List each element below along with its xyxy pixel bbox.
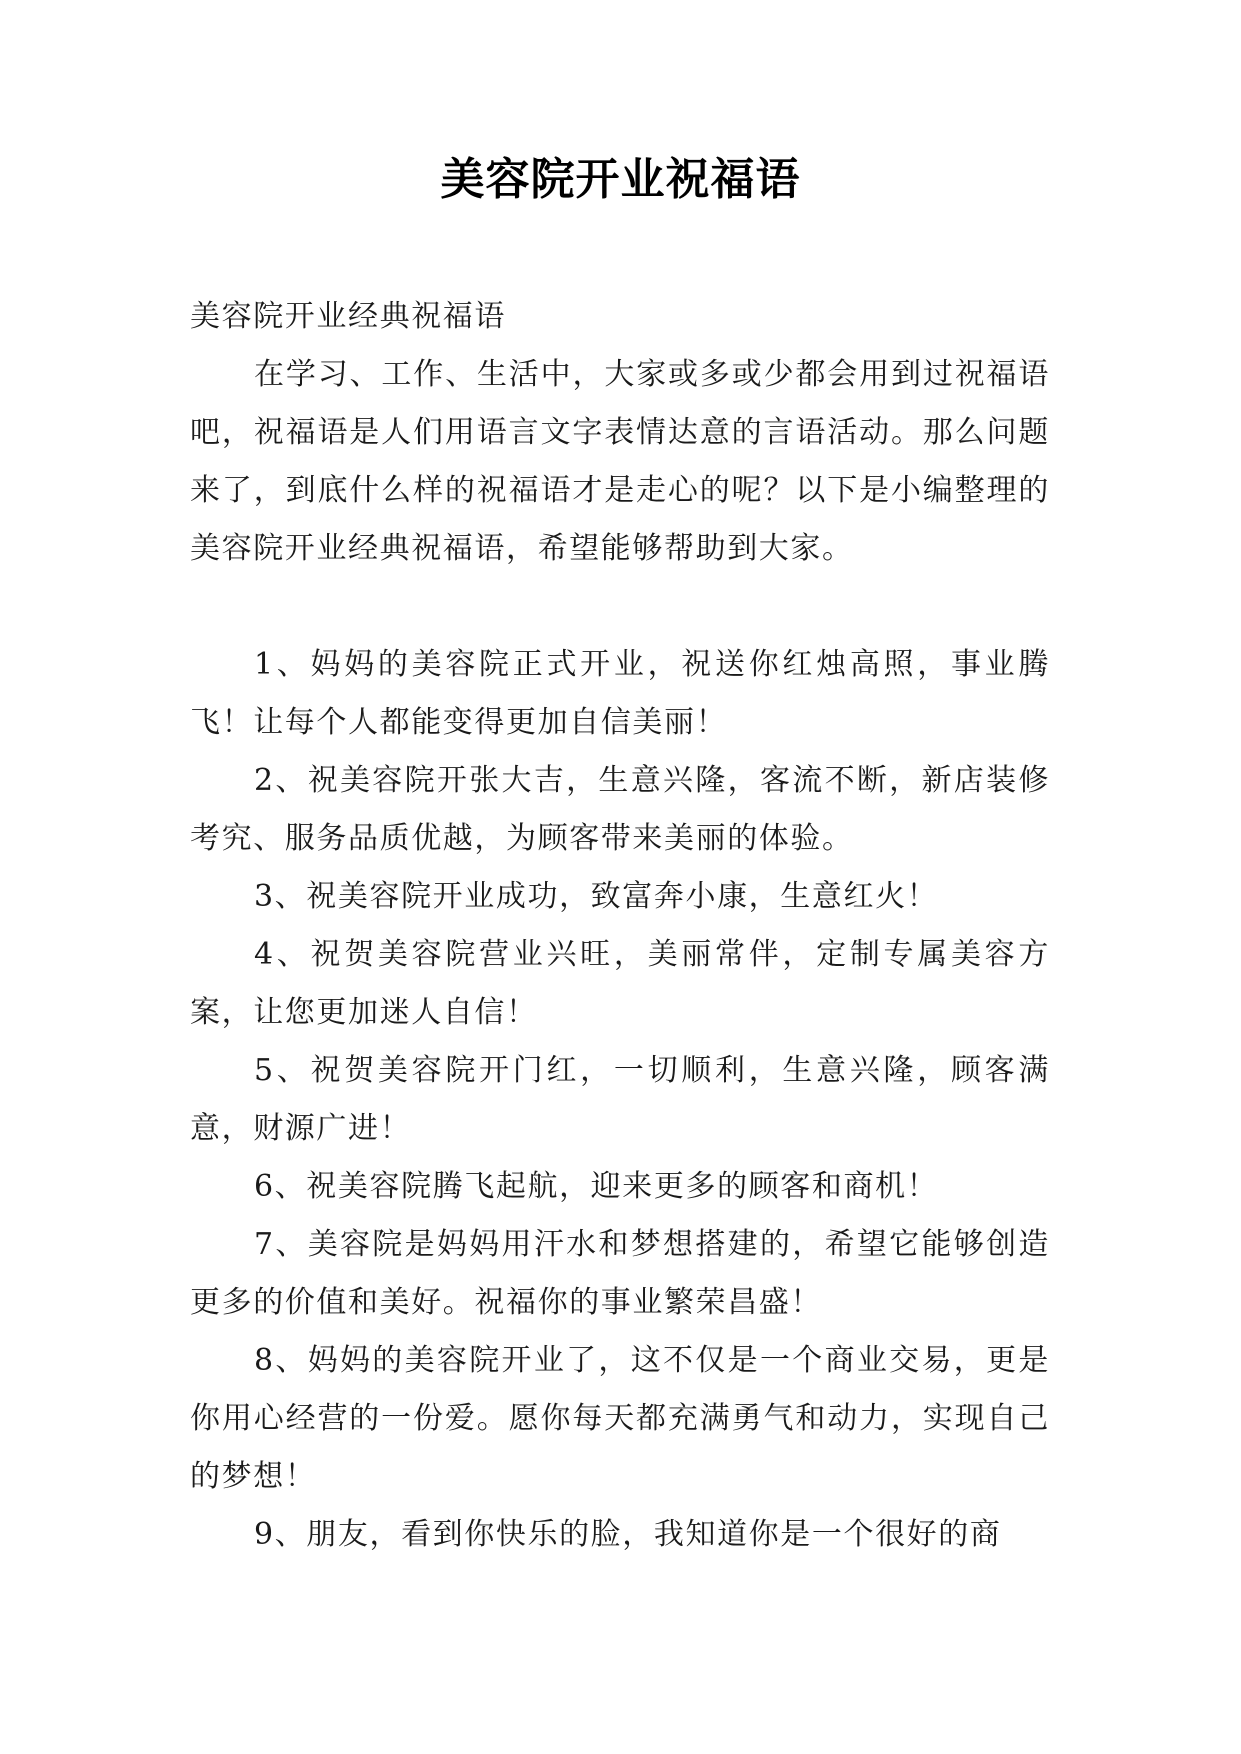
intro-paragraph: 在学习、工作、生活中，大家或多或少都会用到过祝福语吧，祝福语是人们用语言文字表情达意的言语活动。那么问题来了，到底什么样的祝福语才是走心的呢？以下是小编整理的美容院开业经典祝福语，希望能够帮助到大家。	[190, 357, 1050, 566]
blessing-item-3: 3、祝美容院开业成功，致富奔小康，生意红火！	[254, 879, 939, 914]
document-title: 美容院开业祝福语	[440, 154, 801, 205]
paragraph-spacer	[190, 578, 1050, 636]
document-body	[190, 288, 1050, 1564]
blessing-item-2: 2、祝美容院开张大吉，生意兴隆，客流不断，新店装修考究、服务品质优越，为顾客带来美丽的体验。	[190, 763, 1050, 856]
blessing-item-9: 9、朋友，看到你快乐的脸，我知道你是一个很好的商	[254, 1517, 1002, 1552]
blessing-item-1: 1、妈妈的美容院正式开业，祝送你红烛高照，事业腾飞！让每个人都能变得更加自信美丽！	[190, 647, 1050, 740]
blessing-item-7: 7、美容院是妈妈用汗水和梦想搭建的，希望它能够创造更多的价值和美好。祝福你的事业繁荣昌盛！	[190, 1227, 1050, 1320]
blessing-item-5: 5、祝贺美容院开门红，一切顺利，生意兴隆，顾客满意，财源广进！	[190, 1053, 1050, 1146]
blessing-item-4: 4、祝贺美容院营业兴旺，美丽常伴，定制专属美容方案，让您更加迷人自信！	[190, 937, 1050, 1030]
document-subtitle: 美容院开业经典祝福语	[190, 299, 506, 334]
blessing-item-6: 6、祝美容院腾飞起航，迎来更多的顾客和商机！	[254, 1169, 939, 1204]
blessing-item-8: 8、妈妈的美容院开业了，这不仅是一个商业交易，更是你用心经营的一份爱。愿你每天都充满勇气和动力，实现自己的梦想！	[190, 1343, 1050, 1494]
